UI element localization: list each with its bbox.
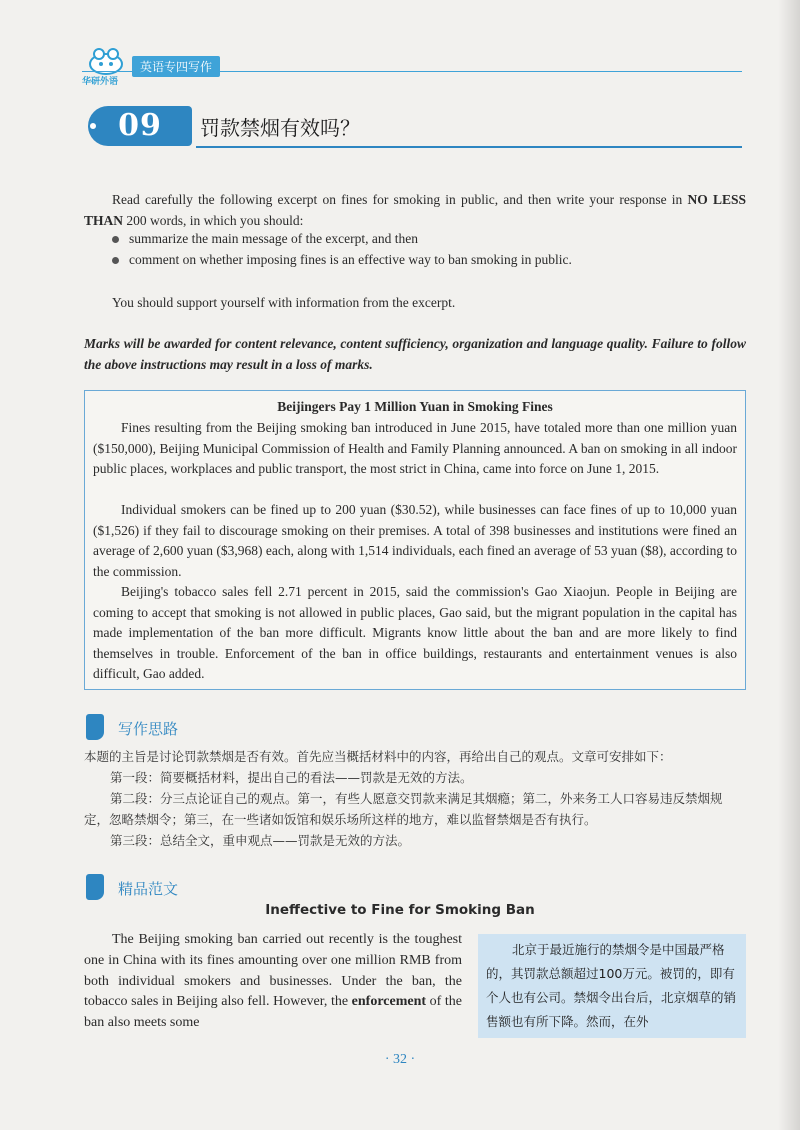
excerpt-paragraph: Beijing's tobacco sales fell 2.71 percent in 2015, said the commission's Gao Xiaojun. People in Beijing are coming to accept that smoking is not allowed in public places, Gao said, but the migrant population in the capital has made implementation of the ban more difficult. Migrants know little about the ban and are more likely to find themselves in trouble. Enforcement of the ban in office buildings, restaurants and entertainment venues is also difficult, Gao added. (93, 584, 737, 681)
unit-number-badge: 09 (88, 106, 192, 146)
bookmark-icon (86, 874, 104, 900)
instructions-support: You should support yourself with information from the excerpt. (112, 295, 456, 310)
excerpt-title: Beijingers Pay 1 Million Yuan in Smoking Fines (277, 399, 553, 414)
instructions-intro-bold: NO LESS THAN (84, 192, 746, 228)
approach-line: 本题的主旨是讨论罚款禁烟是否有效。首先应当概括材料中的内容，再给出自己的观点。文章可安排如下： (84, 749, 672, 764)
essay-title: Ineffective to Fine for Smoking Ban (265, 902, 535, 918)
excerpt-paragraph: Fines resulting from the Beijing smoking ban introduced in June 2015, have totaled more than one million yuan ($150,000), Beijing Municipal Commission of Health and Family Planning announced. A ban on smoking in all indoor public places, workplaces and public transport, the most strict in China, came into force on June 1, 2015. (93, 420, 737, 476)
bookmark-icon (86, 714, 104, 740)
marks-note: Marks will be awarded for content relevance, content sufficiency, organization and language quality. Failure to follow the above instructions may result in a loss of marks. (84, 336, 746, 372)
instruction-bullet-1: summarize the main message of the excerpt, and then (129, 231, 419, 246)
approach-line: 第一段：简要概括材料，提出自己的看法——罚款是无效的方法。 (110, 770, 473, 785)
excerpt-box (84, 390, 746, 690)
instructions-intro (84, 189, 746, 231)
page-edge-shadow (778, 0, 800, 1130)
excerpt-paragraph: Individual smokers can be fined up to 200 yuan ($30.52), while businesses can face fines of up to 10,000 yuan ($1,526) if they fail to discourage smoking on their premises. A total of 398 businesses and institutions were fined an average of 2,600 yuan ($3,968) each, along with 1,514 individuals, each fined an average of 53 yuan ($8), according to the commission. (93, 502, 737, 579)
series-tag: 英语专四写作 (132, 56, 220, 77)
essay-text-part1: The Beijing smoking ban carried out recently is the toughest one in China with its fines amounting over one million RMB from both individual smokers and businesses. Under the ban, the tobacco sales in Beijing also fell. However, the (84, 932, 462, 1010)
essay-text-part2: of the ban also meets some (84, 994, 462, 1031)
approach-line: 第三段：总结全文，重申观点——罚款是无效的方法。 (110, 833, 411, 848)
title-underline (196, 146, 742, 148)
essay-bold-word: enforcement (351, 994, 427, 1010)
sample-heading: 精品范文 (118, 880, 179, 898)
approach-line: 第二段：分三点论证自己的观点。第一，有些人愿意交罚款来满足其烟瘾；第二，外来务工人口容易违反禁烟规定，忽略禁烟令；第三，在一些诸如饭馆和娱乐场所这样的地方，难以监督禁烟是否有执行。 (84, 791, 723, 827)
page-number: · 32 · (384, 1052, 416, 1067)
instructions-intro-part1: Read carefully the following excerpt on fines for smoking in public, and then write your response in (112, 192, 688, 207)
approach-heading: 写作思路 (118, 720, 179, 738)
publisher-logo-text: 华研外语 (82, 77, 119, 87)
essay-paragraph (84, 930, 462, 1034)
badge-dot-icon (90, 123, 96, 129)
translation-box: 北京于最近施行的禁烟令是中国最严格的，其罚款总额超过100万元。被罚的，即有个人也有公司。禁烟令出台后，北京烟草的销售额也有所下降。然而，在外 (478, 934, 746, 1038)
unit-title: 罚款禁烟有效吗？ (200, 116, 360, 140)
instruction-bullet-2: comment on whether imposing fines is an effective way to ban smoking in public. (129, 252, 572, 267)
instructions-intro-part2: 200 words, in which you should: (123, 213, 304, 228)
